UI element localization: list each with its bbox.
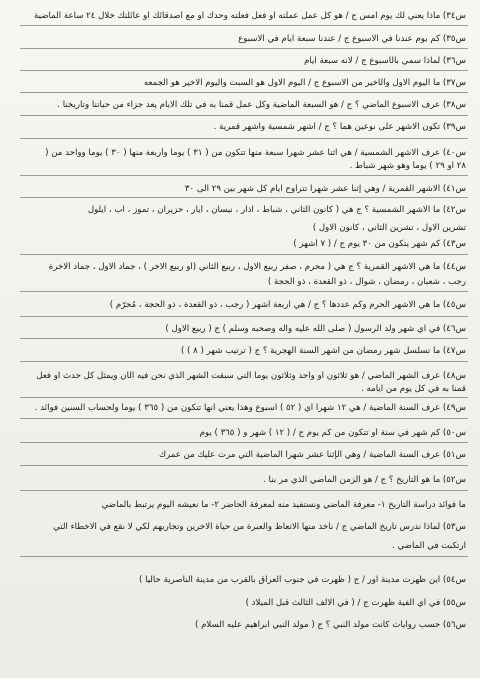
divider — [20, 115, 468, 116]
divider — [20, 254, 468, 255]
text-line: س٤٦) في اي شهر ولد الرسول ( صلى الله عليه واله وصحبه وسلم ) ج ( ربيع الاول ) — [165, 324, 466, 334]
text-line: س٤٣) كم شهر يتكون من ٣٠ يوم ج / ( ٧ أشهر ) — [293, 239, 466, 249]
text-line: س٣٧) ما اليوم الاول والأخير من الاسبوع ج / اليوم الاول هو السبت واليوم الاخير هو الجمعه — [143, 78, 466, 88]
text-line: ٢٨ او ٢٩ ) يوما وهو شهر شباط . — [349, 161, 466, 171]
text-line: س٥٦) حسب روايات كانت مولد النبي ؟ ج ( مولد النبي ابراهيم عليه السلام ) — [195, 620, 466, 630]
divider — [20, 316, 468, 317]
divider — [20, 175, 468, 176]
divider — [20, 556, 468, 557]
divider — [20, 418, 468, 419]
text-line: س٥٢) ما هو التاريخ ؟ ج / هو الزمن الماضي الذي مر بنا . — [263, 475, 466, 485]
text-line: س٤١) الاشهر القمرية / وهي إثنا عشر شهراً تتراوح ايام كل شهر بين ٢٩ الى ٣٠ — [184, 184, 466, 194]
divider — [20, 92, 468, 93]
text-line: س٤٧) ما تسلسل شهر رمضان من اشهر السنة الهجرية ؟ ج ( ترتيب شهر ( ٨ ) ) — [180, 346, 466, 356]
text-line: س٤٤) ما هي الاشهر القمرية ؟ ج هي ( محرم ، صفر ربيع الاول ، ربيع الثاني (او ربيع الاخر ) ، جماد الاول ، جماد الاخرة — [48, 262, 466, 272]
text-line: س٥٤) اين ظهرت مدينة اور / ج ( ظهرت في جنوب العراق بالقرب من مدينة الناصرية حاليا ) — [139, 575, 466, 585]
text-line: ما فوائد دراسة التاريخ ١- معرفة الماضي ونستفيد منه لمعرفة الحاضر ٢- ما نعيشه اليوم يرتبط بالماضي — [101, 500, 466, 510]
divider — [20, 361, 468, 362]
divider — [20, 25, 468, 26]
text-line: س٥٣) لماذا ندرس تاريخ الماضي ج / نأخذ منها الاتعاظ والعبرة من حياة الاخرين وتجاربهم لكي لا نقع في الاخطاء التي — [53, 522, 466, 532]
text-line: س٤٥) ما هي الاشهر الحرم وكم عددها ؟ ج / هي اربعة اشهر ( رجب ، ذو القعدة ، ذو الحجة ، مُحرّم ) — [109, 300, 466, 310]
divider — [20, 138, 468, 139]
text-line: س٤٨) عرف الشهر الماضي / هو ثلاثون او واحد وثلاثون يوماً التي سبقت الشهر الذي نحن فيه الآن ويمثل كل حدث او فعل — [36, 371, 466, 381]
text-line: س٥٠) كم شهر في سنة او تتكون من كم يوم ج / ( ١٢ ) شهر و ( ٣٦٥ ) يوم — [199, 428, 466, 438]
text-line: س٤٩) عرف السنة الماضية / هي ١٢ شهراً اي ( ٥٢ ) اسبوع وهذا يعني انها تتكون من ( ٣٦٥ ) يوما ولحساب السنين فوائد . — [34, 403, 466, 413]
text-line: س٣٩) تكون الاشهر على نوعين هما ؟ ج / اشهر شمسية واشهر قمرية . — [213, 122, 466, 132]
text-line: س٥١) عرف السنة الماضية / وهي الإثنا عشر شهراً الماضية التي مرت عليك من عمرك — [158, 450, 466, 460]
divider — [20, 70, 468, 71]
divider — [20, 397, 468, 398]
divider — [20, 291, 468, 292]
divider — [20, 338, 468, 339]
text-line: س٤٢) ما الاشهر الشمسية ؟ ج هي ( كانون الثاني ، شباط ، اذار ، نيسان ، أيار ، حزيران ، تموز ، آب ، ايلول — [87, 205, 466, 215]
text-line: س٣٨) عرف الاسبوع الماضي ؟ ج / هو السبعة الماضية وكل عمل قمنا به في تلك الايام يعد جزاء من حياتنا وتاريخنا . — [57, 100, 466, 110]
text-line: س٤٠) عرف الاشهر الشمسية / هي اثنا عشر شهراً سبعة منها تتكون من ( ٣١ ) يوما وأربعة منها ( ٣٠ ) يوماً وواحد من ( — [45, 148, 466, 158]
text-line: تشرين الاول ، تشرين الثاني ، كانون الاول ) — [312, 223, 466, 233]
divider — [20, 197, 468, 198]
text-line: ارتكبت في الماضي . — [392, 541, 466, 551]
divider — [20, 48, 468, 49]
text-line: س٣٦) لماذا سمي بالأسبوع ج / لانه سبعة ايام — [304, 56, 466, 66]
divider — [20, 490, 468, 491]
text-line: س٣٥) كم يوم عندنا في الاسبوع ج / عندنا سبعة ايام في الاسبوع — [238, 34, 466, 44]
text-line: س٥٥) في اي الفية ظهرت ج / ( في الالف الثالث قبل الميلاد ) — [245, 598, 466, 608]
text-line: رجب ، شعبان ، رمضان ، شوال ، ذو القعدة ، ذو الحجة ) — [267, 277, 466, 287]
divider — [20, 465, 468, 466]
text-line: قمنا به في كل يوم من ايامه . — [361, 384, 466, 394]
text-line: س٣٤) ماذا يعني لك يوم امس ج / هو كل عمل عملته او فعل فعلته وحدك او مع اصدقائك او عائلتك خلال ٢٤ ساعة الماضية — [34, 11, 466, 21]
divider — [20, 442, 468, 443]
